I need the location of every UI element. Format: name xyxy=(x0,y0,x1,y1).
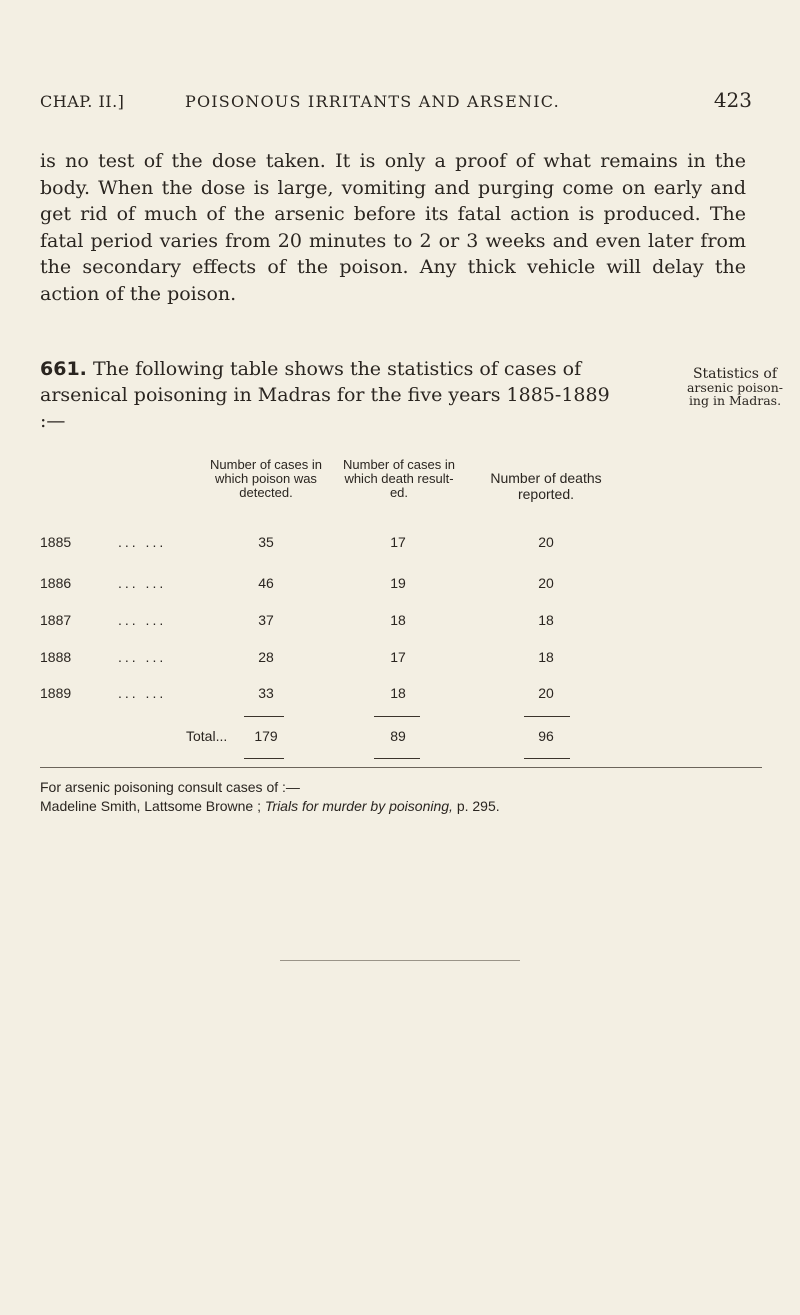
table-row xyxy=(0,649,800,669)
paragraph-statistics-text: The following table shows the statistics of cases of arsenical poisoning in Madras for the five years 1885-1889 :— xyxy=(40,358,610,432)
total-detected: 179 xyxy=(254,728,278,744)
sum-rule xyxy=(374,716,420,717)
total-underline xyxy=(244,758,284,759)
sum-rule xyxy=(524,716,570,717)
total-deaths-reported: 96 xyxy=(538,728,554,744)
footnote xyxy=(40,778,760,816)
running-title: POISONOUS IRRITANTS AND ARSENIC. xyxy=(185,92,560,111)
cell-detected: 35 xyxy=(258,534,274,550)
row-year: 1886 xyxy=(40,575,72,591)
column-header-deaths-reported: Number of deaths reported. xyxy=(490,470,602,502)
cell-deaths-resulted: 18 xyxy=(390,685,406,701)
cell-detected: 33 xyxy=(258,685,274,701)
column-header-deaths-resulted: Number of cases in which death result-ed. xyxy=(343,457,455,500)
cell-deaths-reported: 18 xyxy=(538,612,554,628)
running-header xyxy=(40,88,760,122)
cell-deaths-resulted: 17 xyxy=(390,649,406,665)
footnote-page-ref: p. 295. xyxy=(452,798,500,814)
margin-note xyxy=(675,368,795,407)
table-row xyxy=(0,612,800,632)
paragraph-statistics-intro xyxy=(40,356,615,434)
cell-detected: 28 xyxy=(258,649,274,665)
cell-deaths-resulted: 17 xyxy=(390,534,406,550)
table-row xyxy=(0,575,800,595)
margin-note-title: Statistics of xyxy=(692,366,778,382)
table-total-row xyxy=(0,728,800,748)
footnote-cases: Madeline Smith, Lattsome Browne ; xyxy=(40,798,265,814)
table-row xyxy=(0,534,800,554)
column-header-detected: Number of cases in which poison was detected. xyxy=(210,457,322,500)
footnote-line: For arsenic poisoning consult cases of :— xyxy=(40,779,300,795)
leader-dots: ... ... xyxy=(118,612,167,628)
sum-rule xyxy=(244,716,284,717)
row-year: 1888 xyxy=(40,649,72,665)
row-year: 1889 xyxy=(40,685,72,701)
page-end-rule xyxy=(280,960,520,961)
row-year: 1887 xyxy=(40,612,72,628)
cell-deaths-reported: 20 xyxy=(538,534,554,550)
row-year: 1885 xyxy=(40,534,72,550)
paragraph-dose: is no test of the dose taken. It is only a proof of what remains in the body. When the dose is large, vomiting and purging come on early and get rid of much of the arsenic before its fatal action is produced. The fatal period varies from 20 minutes to 2 or 3 weeks and even later from the secondary effects of the poison. Any thick vehicle will delay the action of the poison. xyxy=(40,150,746,305)
cell-deaths-reported: 20 xyxy=(538,575,554,591)
footnote-book-title: Trials for murder by poisoning, xyxy=(264,798,453,814)
total-underline xyxy=(524,758,570,759)
leader-dots: ... ... xyxy=(118,575,167,591)
cell-detected: 46 xyxy=(258,575,274,591)
total-deaths-resulted: 89 xyxy=(390,728,406,744)
cell-deaths-reported: 18 xyxy=(538,649,554,665)
table-row xyxy=(0,685,800,705)
cell-detected: 37 xyxy=(258,612,274,628)
leader-dots: ... ... xyxy=(118,685,167,701)
chapter-label: CHAP. II.] xyxy=(40,92,125,111)
footnote-line xyxy=(40,797,760,816)
leader-dots: ... ... xyxy=(118,534,167,550)
cell-deaths-resulted: 18 xyxy=(390,612,406,628)
table-bottom-rule xyxy=(40,767,762,768)
cell-deaths-reported: 20 xyxy=(538,685,554,701)
cell-deaths-resulted: 19 xyxy=(390,575,406,591)
section-number: 661. xyxy=(40,358,87,380)
leader-dots: ... ... xyxy=(118,649,167,665)
margin-note-line: arsenic poison- xyxy=(686,380,783,395)
page-number: 423 xyxy=(713,88,752,112)
total-underline xyxy=(374,758,420,759)
total-label: Total... xyxy=(186,728,228,744)
margin-note-line: ing in Madras. xyxy=(688,393,782,408)
